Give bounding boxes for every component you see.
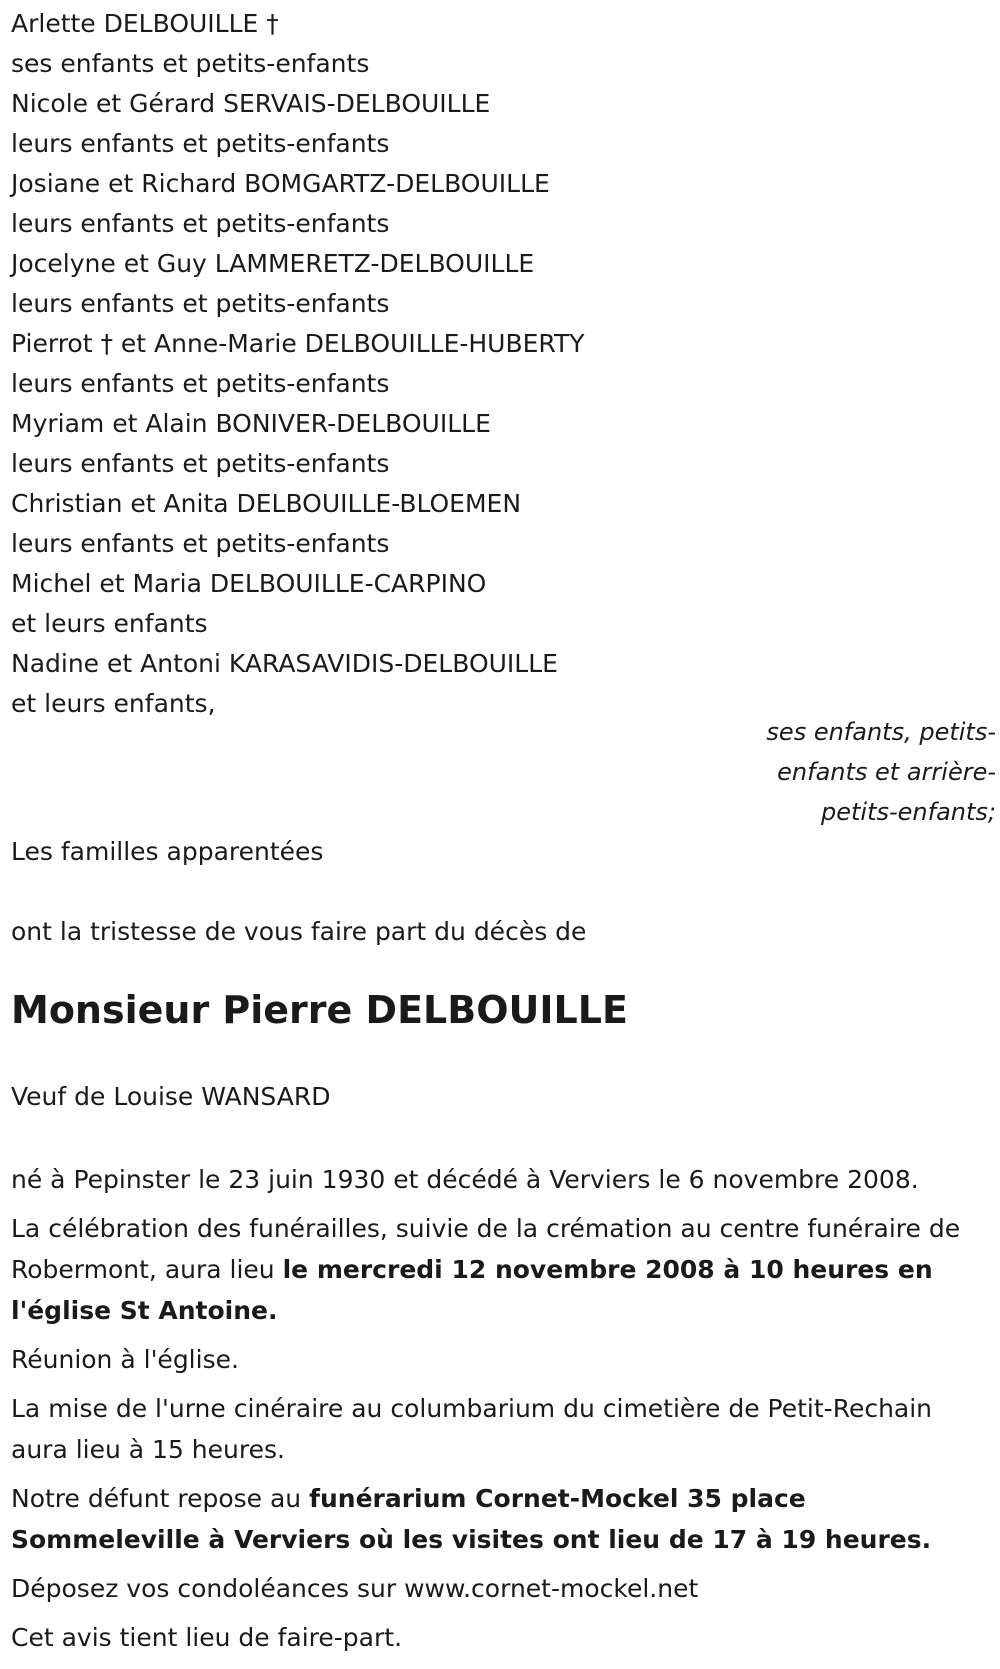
family-line: Nicole et Gérard SERVAIS-DELBOUILLE xyxy=(11,89,491,118)
ceremony-paragraph xyxy=(11,1208,986,1331)
deceased-name: Monsieur Pierre DELBOUILLE xyxy=(11,988,628,1032)
birth-death-line: né à Pepinster le 23 juin 1930 et décédé à Verviers le 6 novembre 2008. xyxy=(11,1165,919,1194)
family-line: et leurs enfants, xyxy=(11,689,216,718)
announcement-line: ont la tristesse de vous faire part du décès de xyxy=(11,917,587,946)
details-block xyxy=(11,1159,986,1666)
family-line: Jocelyne et Guy LAMMERETZ-DELBOUILLE xyxy=(11,249,535,278)
funerarium-details: funérarium Cornet-Mockel 35 place Sommeleville à Verviers où les visites ont lieu de 17 à 19 heures. xyxy=(11,1484,932,1554)
family-line: leurs enfants et petits-enfants xyxy=(11,529,390,558)
family-line: ses enfants et petits-enfants xyxy=(11,49,370,78)
family-line: Pierrot † et Anne-Marie DELBOUILLE-HUBERTY xyxy=(11,329,585,358)
family-line: Arlette DELBOUILLE † xyxy=(11,9,279,38)
widower-line: Veuf de Louise WANSARD xyxy=(11,1082,331,1111)
family-line: leurs enfants et petits-enfants xyxy=(11,449,390,478)
ceremony-text: La célébration des funérailles, suivie de la crémation au centre funéraire de Robermont, aura lieu xyxy=(11,1214,961,1284)
rest-paragraph xyxy=(11,1478,986,1560)
relatives-line: Les familles apparentées xyxy=(11,837,324,866)
urn-paragraph: La mise de l'urne cinéraire au columbarium du cimetière de Petit-Rechain aura lieu à 15 heures. xyxy=(11,1394,933,1464)
family-line: Nadine et Antoni KARASAVIDIS-DELBOUILLE xyxy=(11,649,558,678)
family-line: Christian et Anita DELBOUILLE-BLOEMEN xyxy=(11,489,522,518)
condolences-line: Déposez vos condoléances sur www.cornet-mockel.net xyxy=(11,1574,699,1603)
descendants-note-line: petits-enfants; xyxy=(821,798,996,826)
descendants-note-line: ses enfants, petits- xyxy=(766,718,996,746)
descendants-note-line: enfants et arrière- xyxy=(777,758,996,786)
closing-line: Cet avis tient lieu de faire-part. xyxy=(11,1623,403,1652)
family-list xyxy=(11,4,585,724)
family-line: leurs enfants et petits-enfants xyxy=(11,289,390,318)
family-line: leurs enfants et petits-enfants xyxy=(11,209,390,238)
family-line: Josiane et Richard BOMGARTZ-DELBOUILLE xyxy=(11,169,550,198)
family-line: leurs enfants et petits-enfants xyxy=(11,129,390,158)
descendants-note xyxy=(736,712,996,832)
meeting-line: Réunion à l'église. xyxy=(11,1345,239,1374)
family-line: Michel et Maria DELBOUILLE-CARPINO xyxy=(11,569,487,598)
family-line: leurs enfants et petits-enfants xyxy=(11,369,390,398)
ceremony-date: le mercredi 12 novembre 2008 à 10 heures en l'église St Antoine. xyxy=(11,1255,933,1325)
family-line: Myriam et Alain BONIVER-DELBOUILLE xyxy=(11,409,491,438)
rest-text: Notre défunt repose au xyxy=(11,1484,310,1513)
family-line: et leurs enfants xyxy=(11,609,208,638)
